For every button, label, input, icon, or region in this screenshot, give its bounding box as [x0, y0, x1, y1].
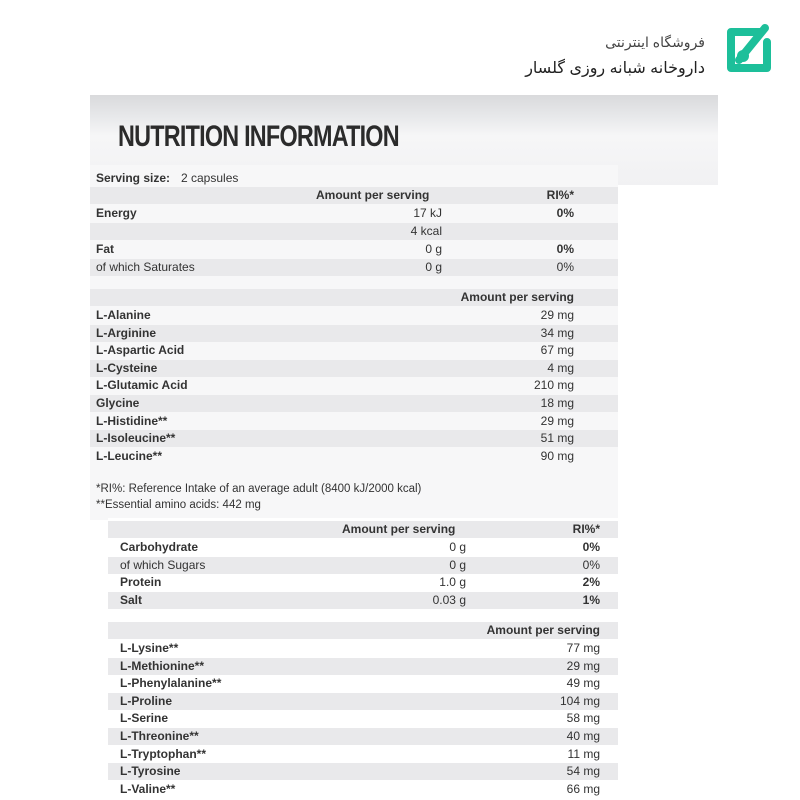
header2-ri: RI%* [572, 522, 600, 536]
nutrient-ri: 0% [556, 206, 574, 220]
table-row [108, 763, 618, 780]
amino2-header: Amount per serving [486, 623, 600, 637]
amino-name: L-Proline [120, 693, 173, 708]
table-row [108, 574, 618, 591]
page-title: NUTRITION INFORMATION [118, 120, 399, 153]
nutrient-name: Carbohydrate [120, 540, 199, 554]
table-row [90, 307, 618, 324]
table-row [108, 693, 618, 710]
nutrient-ri: 0% [556, 260, 574, 274]
amino-name: L-Cysteine [96, 360, 158, 375]
amino-name: L-Phenylalanine** [120, 676, 222, 691]
nutrition-table-2 [108, 518, 618, 800]
table-row [90, 413, 618, 430]
header2-amount: Amount per serving [342, 522, 456, 536]
amino-amount: 54 mg [566, 764, 600, 779]
amino-amount: 67 mg [540, 343, 574, 358]
amino-amount: 104 mg [559, 693, 600, 708]
nutrient-ri: 0% [556, 242, 574, 256]
amino-name: L-Serine [120, 711, 169, 726]
nutrient-name: Protein [120, 575, 162, 590]
amino-name: L-Lysine** [120, 641, 179, 655]
header-amount: Amount per serving [316, 188, 430, 202]
amino-amount: 11 mg [567, 746, 600, 761]
table-row [108, 557, 618, 574]
amino-name: L-Threonine** [120, 729, 199, 743]
amino-amount: 29 mg [540, 413, 574, 428]
table-row [108, 539, 618, 556]
table-row [108, 675, 618, 692]
nutrient-name: Salt [120, 592, 143, 607]
nutrient-amount: 4 kcal [410, 224, 442, 238]
header-ri: RI%* [546, 188, 574, 202]
footnote-ri: *RI%: Reference Intake of an average adult (8400 kJ/2000 kcal) [96, 483, 422, 495]
amino-name: Glycine [96, 396, 140, 410]
amino-name: L-Histidine** [96, 413, 168, 428]
amino-header: Amount per serving [460, 290, 574, 304]
amino-amount: 4 mg [547, 360, 574, 375]
table-row [90, 259, 618, 276]
table-row [90, 223, 618, 240]
store-name: داروخانه شبانه روزی گلسار [525, 60, 705, 77]
table-row [90, 325, 618, 342]
table-row [108, 728, 618, 745]
amino-amount: 66 mg [566, 781, 600, 796]
table-row [108, 658, 618, 675]
amino-amount: 90 mg [540, 448, 574, 463]
amino-name: L-Tryptophan** [120, 746, 206, 761]
nutrient-amount: 0 g [449, 540, 466, 554]
nutrient-name: of which Saturates [96, 260, 195, 274]
store-header [440, 18, 785, 90]
nutrient-name: Fat [96, 242, 114, 256]
table-row [108, 592, 618, 609]
amino-amount: 29 mg [566, 658, 600, 673]
amino-amount: 210 mg [533, 378, 574, 393]
nutrient-name: of which Sugars [120, 557, 206, 572]
table-row [90, 448, 618, 465]
amino-amount: 29 mg [540, 308, 574, 322]
amino-name: L-Tyrosine [120, 764, 181, 779]
amino-amount: 51 mg [540, 431, 574, 446]
amino-amount: 58 mg [566, 711, 600, 726]
serving-size-row [90, 170, 618, 187]
amino-name: L-Isoleucine** [96, 431, 176, 446]
nutrient-ri: 0% [582, 557, 600, 572]
nutrient-amount: 17 kJ [413, 206, 442, 220]
nutrient-amount: 0 g [425, 242, 442, 256]
table-row [90, 430, 618, 447]
nutrient-amount: 0 g [425, 260, 442, 274]
table-row [90, 241, 618, 258]
footnote-essential: **Essential amino acids: 442 mg [96, 499, 261, 511]
table-row [90, 360, 618, 377]
amino-name: L-Aspartic Acid [96, 343, 185, 358]
amino-amount: 18 mg [540, 396, 574, 410]
amino-header-row [90, 289, 618, 306]
nutrient-ri: 1% [582, 592, 600, 607]
pharmacy-logo-icon [721, 20, 777, 78]
amino-name: L-Glutamic Acid [96, 378, 188, 393]
amino2-header-row [108, 622, 618, 639]
table-row [108, 710, 618, 727]
table-row [108, 781, 618, 798]
nutrient-ri: 0% [582, 540, 600, 554]
amino-name: L-Methionine** [120, 658, 204, 673]
nutrient-ri: 2% [582, 575, 600, 590]
nutrition-table-1 [90, 165, 618, 520]
table-row [108, 746, 618, 763]
table2-header-row [108, 521, 618, 538]
nutrient-amount: 0.03 g [432, 592, 466, 607]
nutrient-amount: 0 g [449, 557, 466, 572]
table-row [90, 377, 618, 394]
amino-amount: 77 mg [566, 641, 600, 655]
nutrient-amount: 1.0 g [439, 575, 466, 590]
amino-amount: 40 mg [566, 729, 600, 743]
store-tagline: فروشگاه اینترنتی [605, 34, 705, 50]
amino-name: L-Alanine [96, 308, 151, 322]
table-row [108, 640, 618, 657]
amino-amount: 49 mg [566, 676, 600, 691]
amino-name: L-Valine** [120, 781, 176, 796]
serving-size-label: Serving size: [96, 171, 171, 185]
nutrient-name: Energy [96, 206, 137, 220]
amino-name: L-Leucine** [96, 448, 163, 463]
table-row [90, 205, 618, 222]
amino-name: L-Arginine [96, 325, 156, 340]
table-row [90, 342, 618, 359]
table-header-row [90, 187, 618, 204]
table-row [90, 395, 618, 412]
amino-amount: 34 mg [540, 325, 574, 340]
serving-size-value: 2 capsules [181, 171, 239, 185]
